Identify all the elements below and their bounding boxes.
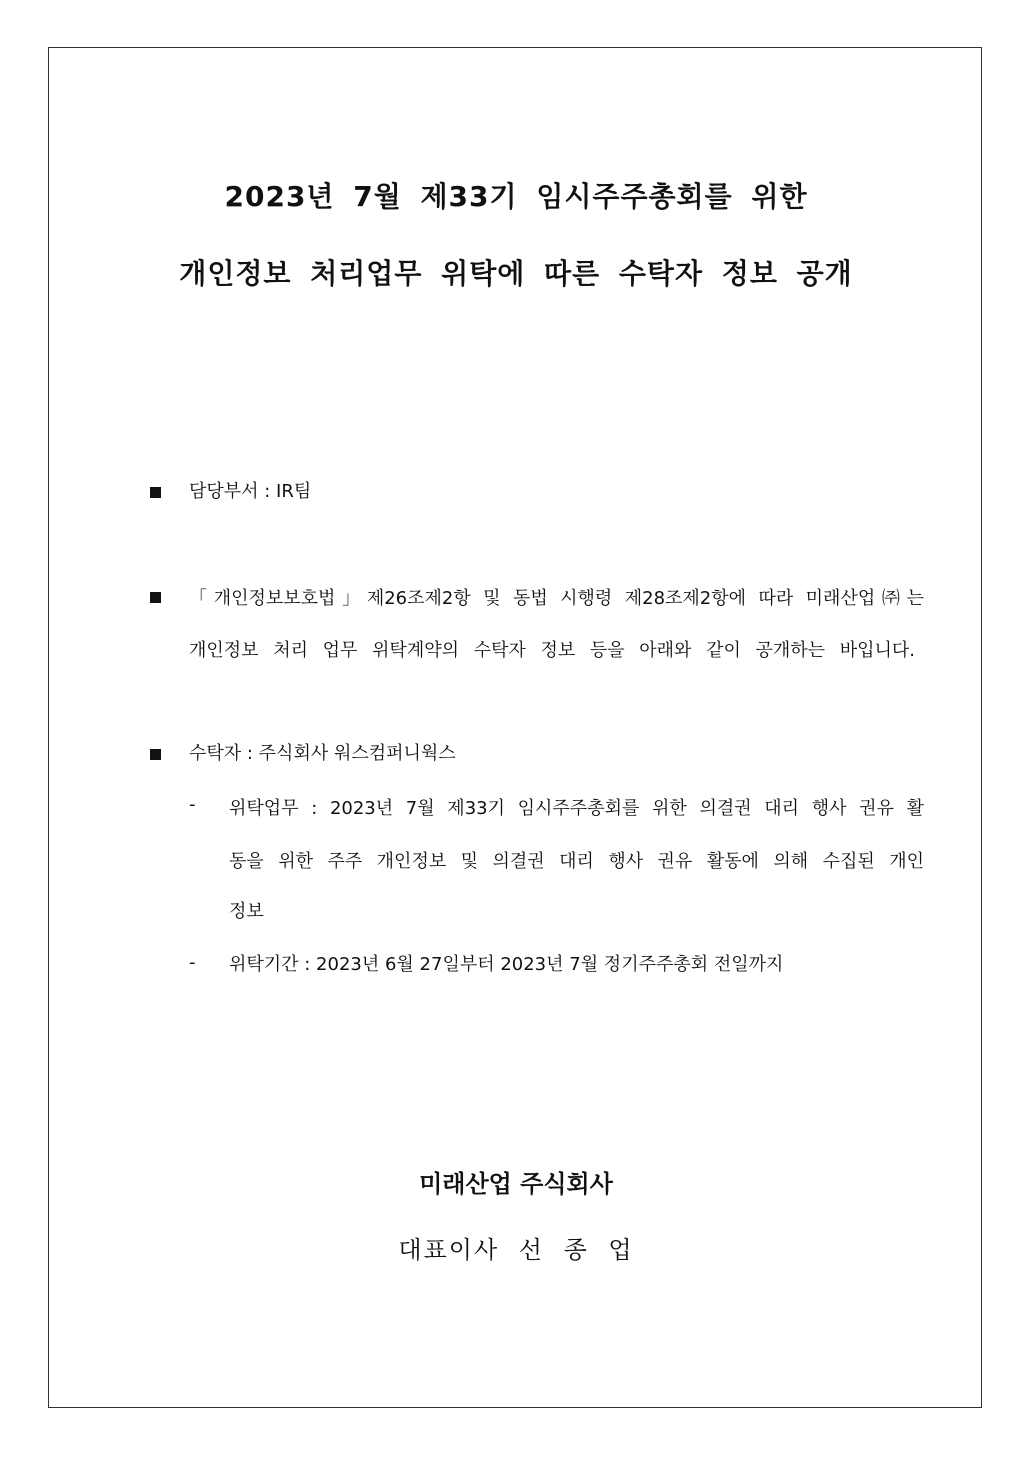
task-line3: 정보 — [229, 901, 264, 922]
company-name: 미래산업 주식회사 — [419, 1170, 613, 1198]
ceo-name: 대표이사 선 종 업 — [398, 1236, 634, 1264]
department-text: 담당부서 : IR팀 — [189, 481, 312, 502]
dash-bullet: - — [189, 952, 196, 973]
legal-notice-line1: 「개인정보보호법」제26조제2항 및 동법 시행령 제28조제2항에 따라 미래산업㈜는 — [189, 588, 924, 609]
task-line2: 동을 위한 주주 개인정보 및 의결권 대리 행사 권유 활동에 의해 수집된 개인 — [229, 851, 924, 872]
trustee-text: 수탁자 : 주식회사 워스컴퍼니웍스 — [189, 743, 456, 764]
square-bullet-icon — [150, 487, 161, 498]
legal-notice-line2: 개인정보 처리 업무 위탁계약의 수탁자 정보 등을 아래와 같이 공개하는 바입니다. — [189, 640, 915, 661]
document-title-line2: 개인정보 처리업무 위탁에 따른 수탁자 정보 공개 — [179, 257, 853, 290]
square-bullet-icon — [150, 749, 161, 760]
dash-bullet: - — [189, 794, 196, 815]
period-text: 위탁기간 : 2023년 6월 27일부터 2023년 7월 정기주주총회 전일까지 — [229, 954, 784, 975]
square-bullet-icon — [150, 592, 161, 603]
task-line1: 위탁업무 : 2023년 7월 제33기 임시주주총회를 위한 의결권 대리 행사 권유 활 — [229, 798, 924, 819]
document-title-line1: 2023년 7월 제33기 임시주주총회를 위한 — [224, 180, 808, 213]
